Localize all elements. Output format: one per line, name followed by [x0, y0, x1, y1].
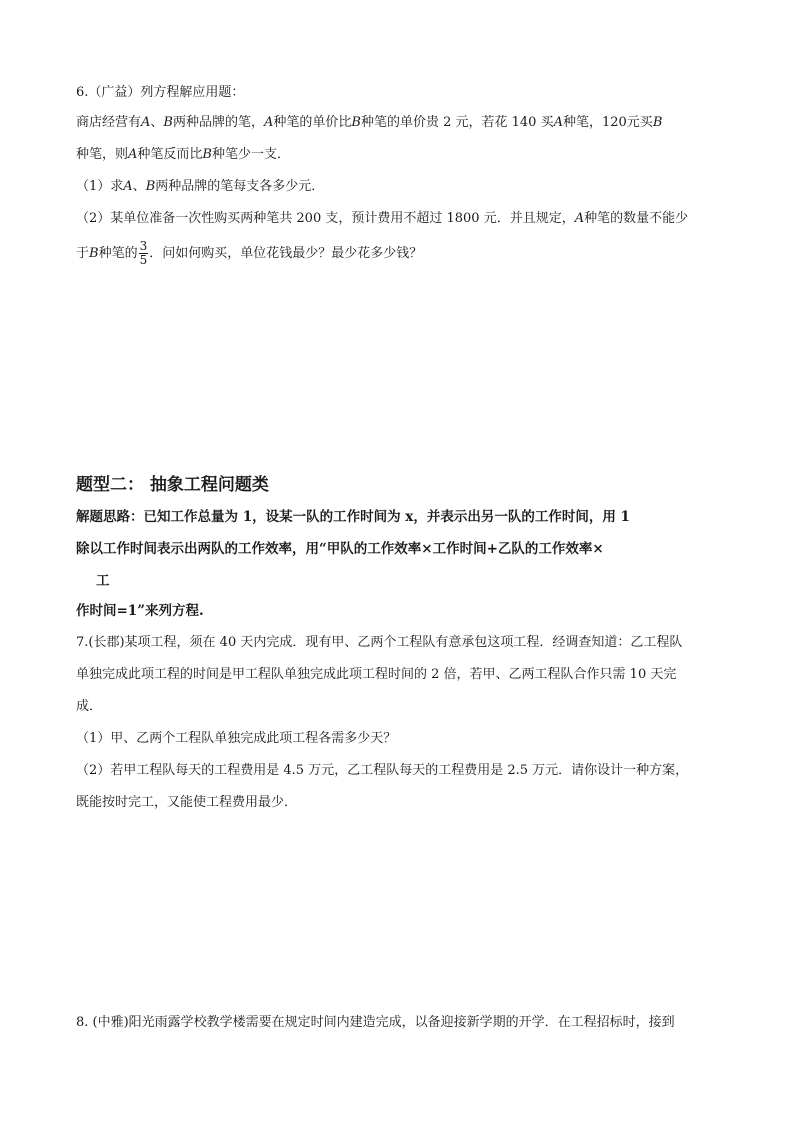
q6-text: ．问如何购买，单位花钱最少？最少花多少钱？: [149, 246, 423, 261]
var-b: B: [652, 115, 663, 130]
var-a: A: [553, 115, 563, 130]
q6-text: 两种品牌的笔，: [172, 115, 264, 130]
q6-subquestion-2-line-2: [76, 240, 422, 267]
q6-text: 种笔少一支．: [211, 147, 290, 162]
q6-text: 、: [150, 115, 164, 130]
solution-tip-line-1: 解题思路：已知工作总量为 1，设某一队的工作时间为 x，并表示出另一队的工作时间，用 1: [76, 509, 630, 525]
q8-line-1: 8. (中雅)阳光雨露学校教学楼需要在规定时间内建造完成，以备迎接新学期的开学．在工程招标时，接到: [76, 1015, 675, 1030]
fraction-denominator: 5: [139, 253, 148, 267]
q7-line-2: 单独完成此项工程的时间是甲工程队单独完成此项工程时间的 2 倍，若甲、乙两工程队合作只需 10 天完: [76, 667, 677, 682]
q6-text: 两种品牌的笔每支各多少元．: [155, 179, 325, 194]
q6-title: 6.（广益）列方程解应用题：: [76, 85, 245, 100]
q6-text: 种笔，则: [76, 147, 129, 162]
q7-line-1: 7.(长郡)某项工程，须在 40 天内完成．现有甲、乙两个工程队有意承包这项工程．经调查知道：乙工程队: [76, 635, 683, 650]
var-a: A: [574, 211, 585, 226]
solution-tip-line-3: 工: [96, 573, 110, 589]
q7-subquestion-2-line-2: 既能按时完工，又能使工程费用最少．: [76, 795, 298, 810]
var-a: A: [128, 147, 138, 162]
q6-text: 种笔的数量不能少: [584, 211, 689, 226]
var-b: B: [163, 115, 173, 130]
q6-subquestion-2-line-1: [76, 210, 688, 228]
var-a: A: [141, 115, 151, 130]
q6-text: 商店经营有: [76, 115, 142, 130]
q6-text: 种笔的单价比: [273, 115, 352, 130]
q6-paragraph-line-1: [76, 114, 662, 132]
q6-text: （1）求: [76, 179, 124, 194]
var-a: A: [123, 179, 133, 194]
q6-text: 种笔的: [98, 246, 138, 261]
q7-line-3: 成．: [76, 699, 103, 714]
q6-paragraph-line-2: [76, 146, 290, 164]
q7-subquestion-2-line-1: （2）若甲工程队每天的工程费用是 4.5 万元，乙工程队每天的工程费用是 2.5 万元．请你设计一种方案，: [76, 763, 689, 778]
solution-tip-line-2: 除以工作时间表示出两队的工作效率，用“甲队的工作效率×工作时间+乙队的工作效率×: [76, 541, 604, 557]
q6-subquestion-1: [76, 178, 324, 196]
q6-text: 种笔的单价贵 2 元，若花 140 买: [360, 115, 554, 130]
fraction-three-fifths: [139, 240, 149, 267]
q6-text: 于: [76, 246, 90, 261]
var-b: B: [202, 147, 212, 162]
var-b: B: [89, 246, 99, 261]
var-b: B: [351, 115, 361, 130]
q6-text: 、: [132, 179, 146, 194]
var-a: A: [264, 115, 274, 130]
fraction-numerator: 3: [139, 239, 148, 253]
q6-text: 种笔反而比: [137, 147, 203, 162]
q6-text: （2）某单位准备一次性购买两种笔共 200 支，预计费用不超过 1800 元．并且规定，: [76, 211, 575, 226]
solution-tip-line-4: 作时间=1”来列方程.: [76, 603, 204, 619]
section-heading: 题型二： 抽象工程问题类: [76, 475, 269, 495]
q6-text: 种笔，120元买: [562, 115, 653, 130]
q7-subquestion-1: （1）甲、乙两个工程队单独完成此项工程各需多少天？: [76, 731, 397, 746]
var-b: B: [145, 179, 156, 194]
